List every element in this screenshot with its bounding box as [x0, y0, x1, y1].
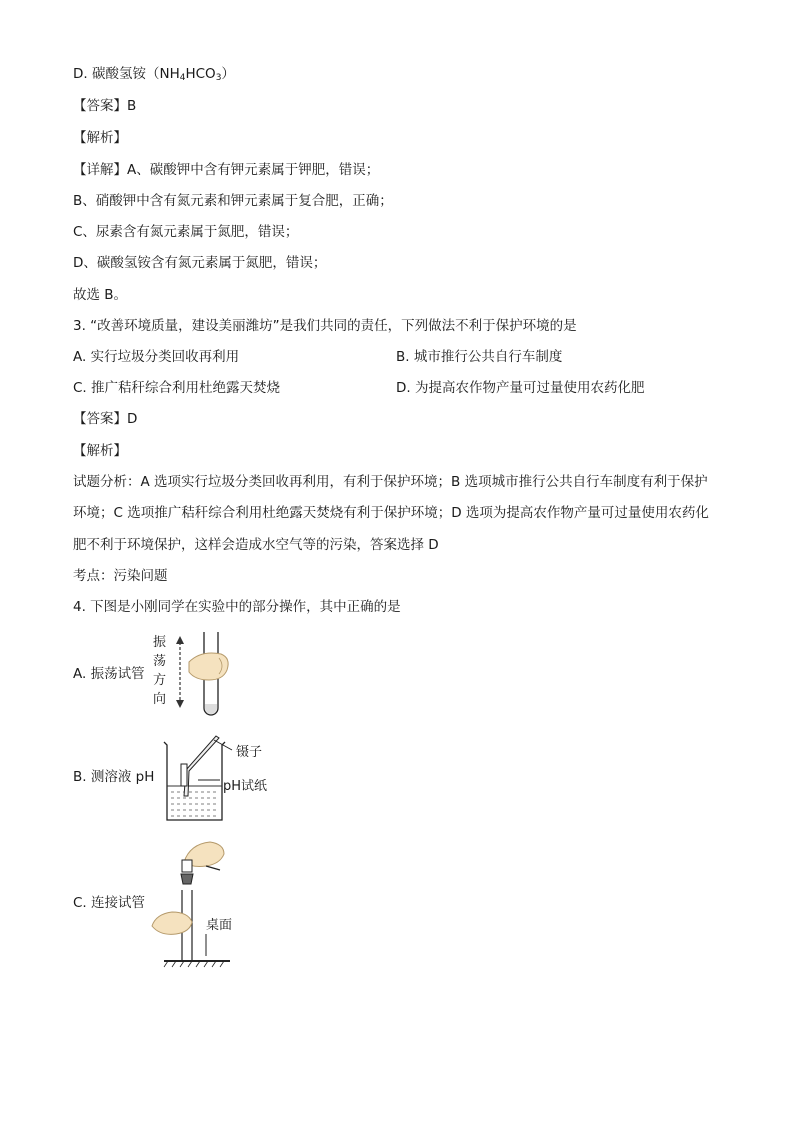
q3-answer: 【答案】D [73, 411, 138, 427]
q2-analysis-line: 【详解】A、碳酸钾中含有钾元素属于钾肥，错误； [73, 162, 380, 178]
q2-analysis-line: B、硝酸钾中含有氮元素和钾元素属于复合肥，正确； [73, 193, 393, 209]
hand-icon [152, 912, 192, 934]
figure-measure-ph [158, 730, 278, 826]
q4-option-a: A. 振荡试管 [73, 666, 145, 682]
tweezers-label: 镊子 [236, 745, 263, 760]
glass-tube-icon [206, 866, 220, 870]
q3-kaodian: 考点：污染问题 [73, 568, 168, 584]
figure-shaking-test-tube [145, 628, 235, 722]
table-label: 桌面 [206, 918, 233, 933]
q3-analysis-heading: 【解析】 [73, 443, 127, 459]
table-surface-icon [164, 961, 230, 967]
ph-paper-label: pH试纸 [223, 779, 268, 794]
double-arrow-icon [176, 636, 184, 708]
q4-stem: 4. 下图是小刚同学在实验中的部分操作，其中正确的是 [73, 599, 401, 615]
rubber-stopper-icon [181, 860, 193, 884]
ph-paper-icon [181, 764, 187, 786]
q3-option-d: D. 为提高农作物产量可过量使用农药化肥 [396, 380, 645, 396]
q3-analysis-line: 肥不利于环境保护，这样会造成水空气等的污染，答案选择 D [73, 537, 439, 553]
hand-icon [189, 653, 228, 680]
q3-stem: 3. “改善环境质量，建设美丽潍坊”是我们共同的责任，下列做法不利于保护环境的是 [73, 318, 577, 334]
q4-option-c: C. 连接试管 [73, 895, 146, 911]
q3-option-a: A. 实行垃圾分类回收再利用 [73, 349, 240, 365]
figure-a-label-char: 方 [153, 673, 167, 688]
q2-conclusion: 故选 B。 [73, 287, 128, 303]
q2-option-d: D. 碳酸氢铵$(NH_4HCO_3)$ [73, 66, 235, 83]
q2-analysis-line: C、尿素含有氮元素属于氮肥，错误； [73, 224, 299, 240]
q4-option-b: B. 测溶液 pH [73, 769, 155, 785]
figure-a-label-char: 向 [153, 692, 167, 707]
q2-answer: 【答案】B [73, 98, 137, 114]
q3-analysis-line: 环境；C 选项推广秸秆综合利用杜绝露天焚烧有利于保护环境；D 选项为提高农作物产量可过量使用农药化 [73, 505, 709, 521]
q3-analysis-line: 试题分析：A 选项实行垃圾分类回收再利用，有利于保护环境；B 选项城市推行公共自行车制度有利于保护 [73, 474, 708, 490]
q2-analysis-line: D、碳酸氢铵含有氮元素属于氮肥，错误； [73, 255, 327, 271]
figure-a-label-char: 振 [153, 635, 167, 650]
q3-option-b: B. 城市推行公共自行车制度 [396, 349, 563, 365]
beaker-icon [164, 742, 225, 820]
q3-option-c: C. 推广秸秆综合利用杜绝露天焚烧 [73, 380, 281, 396]
q2-analysis-heading: 【解析】 [73, 130, 127, 146]
figure-a-label-char: 荡 [153, 654, 167, 669]
figure-connect-test-tube [148, 836, 248, 970]
